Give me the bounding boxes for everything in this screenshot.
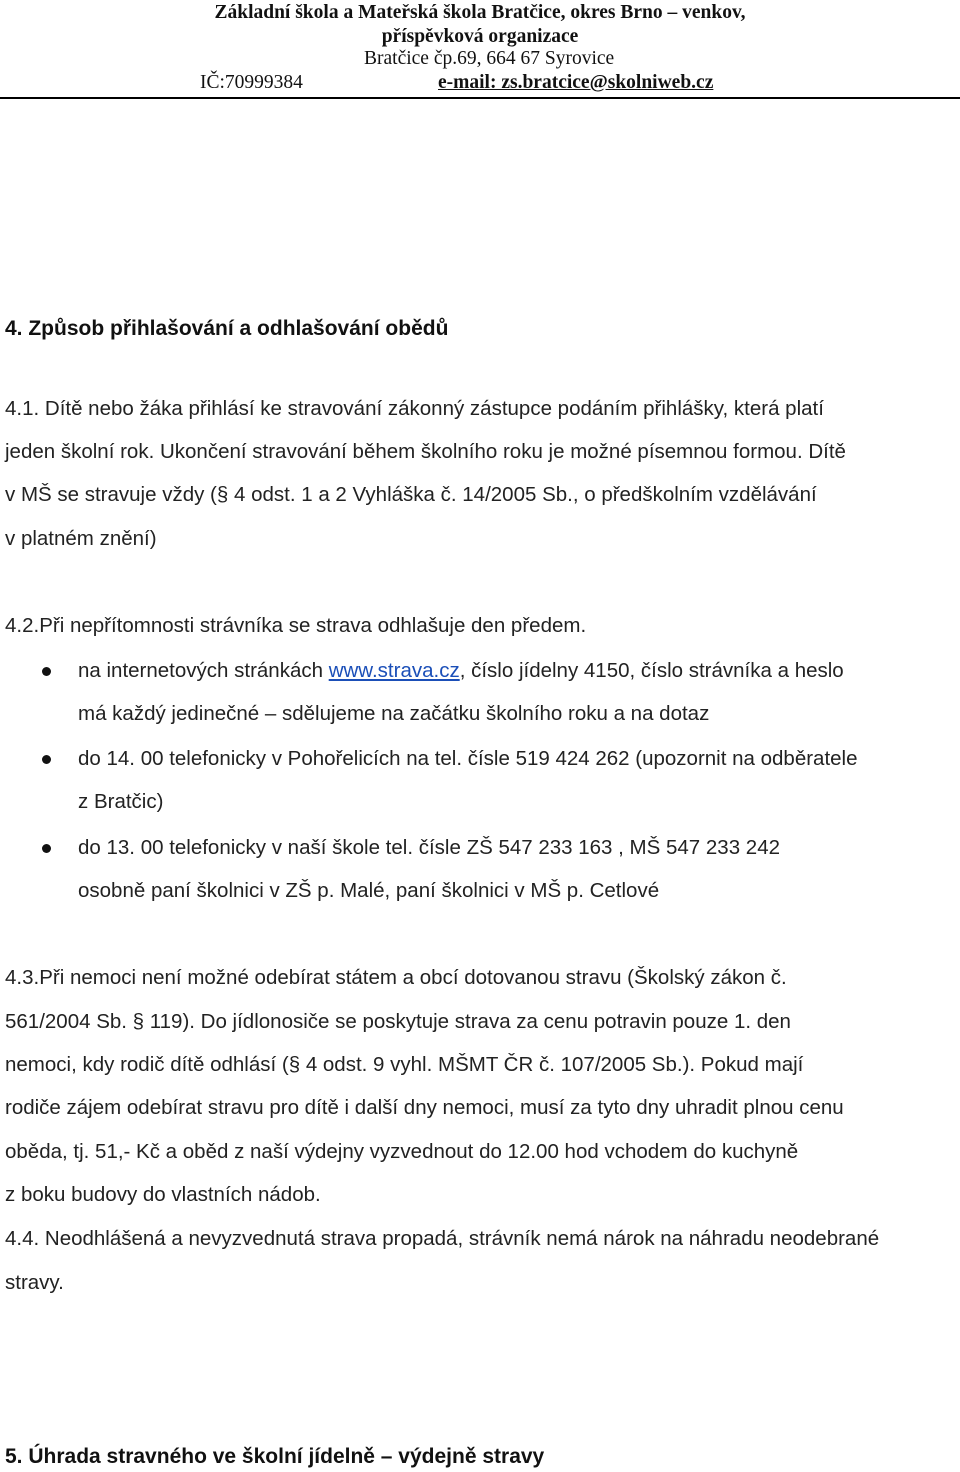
letterhead (0, 0, 960, 99)
paragraph-4-3-line: rodiče zájem odebírat stravu pro dítě i další dny nemoci, musí za tyto dny uhradit plnou cenu (5, 1096, 844, 1119)
paragraph-4-4-line: 4.4. Neodhlášená a nevyzvednutá strava propadá, strávník nemá nárok na náhradu neodebrané (5, 1227, 880, 1250)
paragraph-4-3-line: oběda, tj. 51,- Kč a oběd z naší výdejny vyzvednout do 12.00 hod vchodem do kuchyně (5, 1140, 799, 1163)
ico: IČ:70999384 (200, 72, 303, 93)
bullet-1-line (78, 659, 844, 683)
paragraph-4-3-line: 4.3.Při nemoci není možné odebírat státem a obcí dotovanou stravu (Školský zákon č. (5, 966, 787, 989)
org-type: příspěvková organizace (381, 26, 579, 47)
school-address: Bratčice čp.69, 664 67 Syrovice (364, 48, 615, 69)
bullet-2-line-2: z Bratčic) (78, 790, 164, 813)
section-5-heading: 5. Úhrada stravného ve školní jídelně – výdejně stravy (5, 1445, 545, 1468)
bullet-dot (42, 667, 51, 676)
paragraph-4-4-line: stravy. (5, 1271, 64, 1294)
school-name: Základní škola a Mateřská škola Bratčice, okres Brno – venkov, (214, 2, 746, 23)
bullet-dot (42, 755, 51, 764)
paragraph-4-1-line: v platném znění) (5, 527, 157, 550)
bullet-1-prefix: na internetových stránkách (78, 659, 329, 682)
paragraph-4-1-line: jeden školní rok. Ukončení stravování během školního roku je možné písemnou formou. Dítě (5, 440, 846, 463)
bullet-dot (42, 844, 51, 853)
section-4-heading: 4. Způsob přihlašování a odhlašování obědů (5, 317, 449, 340)
paragraph-4-1-line: v MŠ se stravuje vždy (§ 4 odst. 1 a 2 Vyhláška č. 14/2005 Sb., o předškolním vzdělávání (5, 483, 817, 506)
email-link[interactable]: e-mail: zs.bratcice@skolniweb.cz (438, 72, 714, 93)
bullet-2-line-1: do 14. 00 telefonicky v Pohořelicích na tel. čísle 519 424 262 (upozornit na odběratele (78, 747, 858, 770)
paragraph-4-2: 4.2.Při nepřítomnosti strávníka se strava odhlašuje den předem. (5, 614, 587, 637)
strava-link[interactable]: www.strava.cz (328, 659, 460, 682)
bullet-3-line-2: osobně paní školnici v ZŠ p. Malé, paní školnici v MŠ p. Cetlové (78, 879, 660, 902)
paragraph-4-3-line: 561/2004 Sb. § 119). Do jídlonosiče se poskytuje strava za cenu potravin pouze 1. den (5, 1010, 791, 1033)
bullet-3-line-1: do 13. 00 telefonicky v naší škole tel. čísle ZŠ 547 233 163 , MŠ 547 233 242 (78, 836, 780, 859)
bullet-1-line-2: má každý jedinečné – sdělujeme na začátku školního roku a na dotaz (78, 702, 710, 725)
paragraph-4-3-line: z boku budovy do vlastních nádob. (5, 1183, 321, 1206)
paragraph-4-3-line: nemoci, kdy rodič dítě odhlásí (§ 4 odst. 9 vyhl. MŠMT ČR č. 107/2005 Sb.). Pokud mají (5, 1053, 804, 1076)
paragraph-4-1-line: 4.1. Dítě nebo žáka přihlásí ke stravování zákonný zástupce podáním přihlášky, která platí (5, 397, 824, 420)
bullet-1-suffix: , číslo jídelny 4150, číslo strávníka a heslo (459, 659, 844, 682)
